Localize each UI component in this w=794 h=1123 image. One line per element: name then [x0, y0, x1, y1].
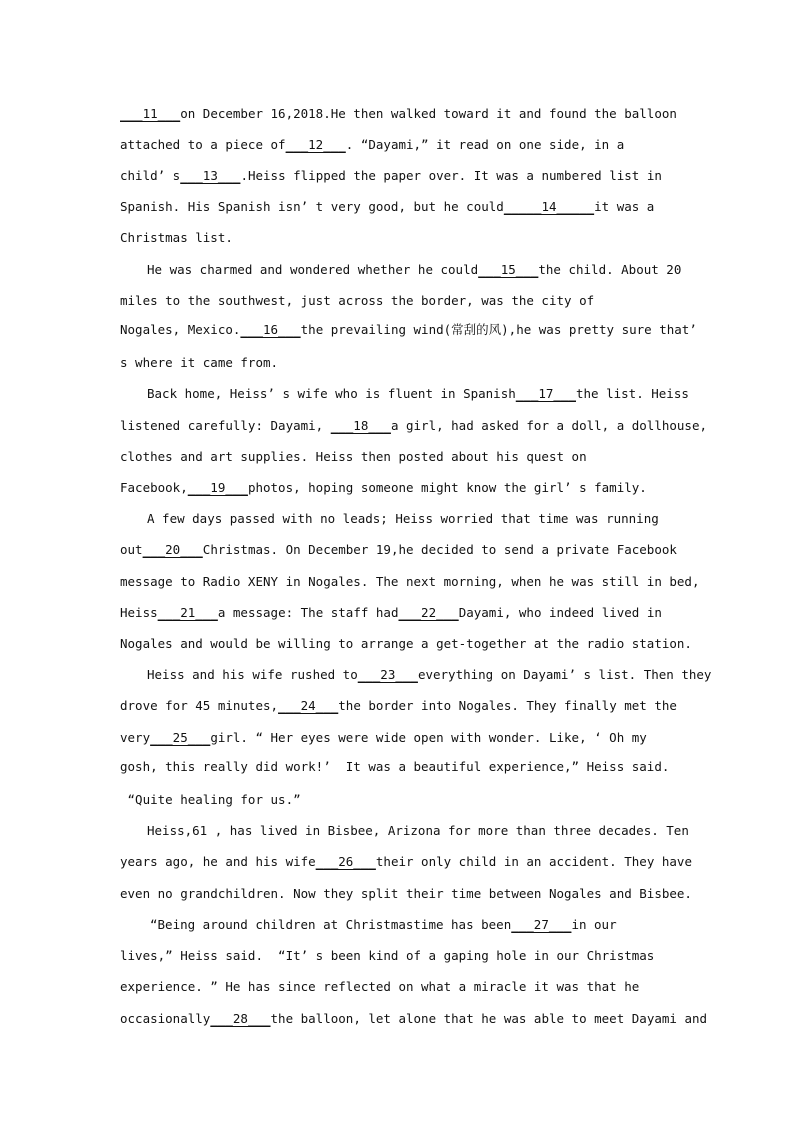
- text-line: Heiss,61 , has lived in Bisbee, Arizona for more than three decades. Ten: [147, 823, 689, 838]
- text-line: ___11___on December 16,2018.He then walked toward it and found the balloon: [120, 104, 680, 124]
- text-line: years ago, he and his wife___26___their only child in an accident. They have: [120, 852, 680, 872]
- blank-24: ___24___: [278, 698, 339, 713]
- blank-19: ___19___: [187, 480, 248, 495]
- blank-14: _____14_____: [503, 199, 595, 214]
- blank-25: ___25___: [150, 730, 211, 745]
- text-line: gosh, this really did work!’ It was a beautiful experience,” Heiss said.: [120, 759, 670, 774]
- text-line: Heiss and his wife rushed to___23___everything on Dayami’ s list. Then they: [147, 665, 707, 685]
- text-line: Heiss___21___a message: The staff had___22___Dayami, who indeed lived in: [120, 603, 680, 623]
- text-line: Back home, Heiss’ s wife who is fluent in Spanish___17___the list. Heiss: [147, 384, 707, 404]
- text-line: message to Radio XENY in Nogales. The next morning, when he was still in bed,: [120, 574, 700, 589]
- blank-13: ___13___: [180, 168, 241, 183]
- text-line: experience. ” He has since reflected on what a miracle it was that he: [120, 979, 640, 994]
- blank-26: ___26___: [315, 854, 376, 869]
- blank-23: ___23___: [357, 667, 418, 682]
- blank-11: ___11___: [120, 106, 181, 121]
- text-line: child’ s___13___.Heiss flipped the paper over. It was a numbered list in: [120, 166, 680, 186]
- blank-27: ___27___: [511, 917, 572, 932]
- text-line: s where it came from.: [120, 355, 279, 370]
- text-line: “Being around children at Christmastime has been___27___in our: [150, 915, 710, 935]
- text-line: clothes and art supplies. Heiss then posted about his quest on: [120, 449, 587, 464]
- text-line: He was charmed and wondered whether he could___15___the child. About 20: [147, 260, 707, 280]
- text-line: attached to a piece of___12___. “Dayami,” it read on one side, in a: [120, 135, 680, 155]
- text-line: A few days passed with no leads; Heiss worried that time was running: [147, 511, 659, 526]
- blank-20: ___20___: [142, 542, 203, 557]
- blank-21: ___21___: [157, 605, 218, 620]
- text-line: miles to the southwest, just across the border, was the city of: [120, 293, 595, 308]
- text-line: out___20___Christmas. On December 19,he decided to send a private Facebook: [120, 540, 680, 560]
- text-line: very___25___girl. “ Her eyes were wide open with wonder. Like, ‘ Oh my: [120, 728, 680, 748]
- text-line: even no grandchildren. Now they split their time between Nogales and Bisbee.: [120, 886, 692, 901]
- blank-28: ___28___: [210, 1011, 271, 1026]
- text-line: “Quite healing for us.”: [120, 792, 301, 807]
- text-line: Nogales and would be willing to arrange a get-together at the radio station.: [120, 636, 692, 651]
- blank-17: ___17___: [515, 386, 576, 401]
- text-line: Nogales, Mexico.___16___the prevailing wind(常刮的风),he was pretty sure that’: [120, 320, 680, 340]
- text-line: Spanish. His Spanish isn’ t very good, but he could_____14_____it was a: [120, 197, 680, 217]
- text-line: drove for 45 minutes,___24___the border into Nogales. They finally met the: [120, 696, 680, 716]
- blank-15: ___15___: [478, 262, 539, 277]
- blank-22: ___22___: [398, 605, 459, 620]
- text-line: lives,” Heiss said. “It’ s been kind of a gaping hole in our Christmas: [120, 948, 655, 963]
- text-line: Christmas list.: [120, 230, 233, 245]
- text-line: occasionally___28___the balloon, let alone that he was able to meet Dayami and: [120, 1009, 680, 1029]
- blank-18: ___18___: [330, 418, 391, 433]
- blank-12: ___12___: [285, 137, 346, 152]
- text-line: Facebook,___19___photos, hoping someone might know the girl’ s family.: [120, 478, 680, 498]
- text-line: listened carefully: Dayami, ___18___a girl, had asked for a doll, a dollhouse,: [120, 416, 680, 436]
- blank-16: ___16___: [240, 322, 301, 337]
